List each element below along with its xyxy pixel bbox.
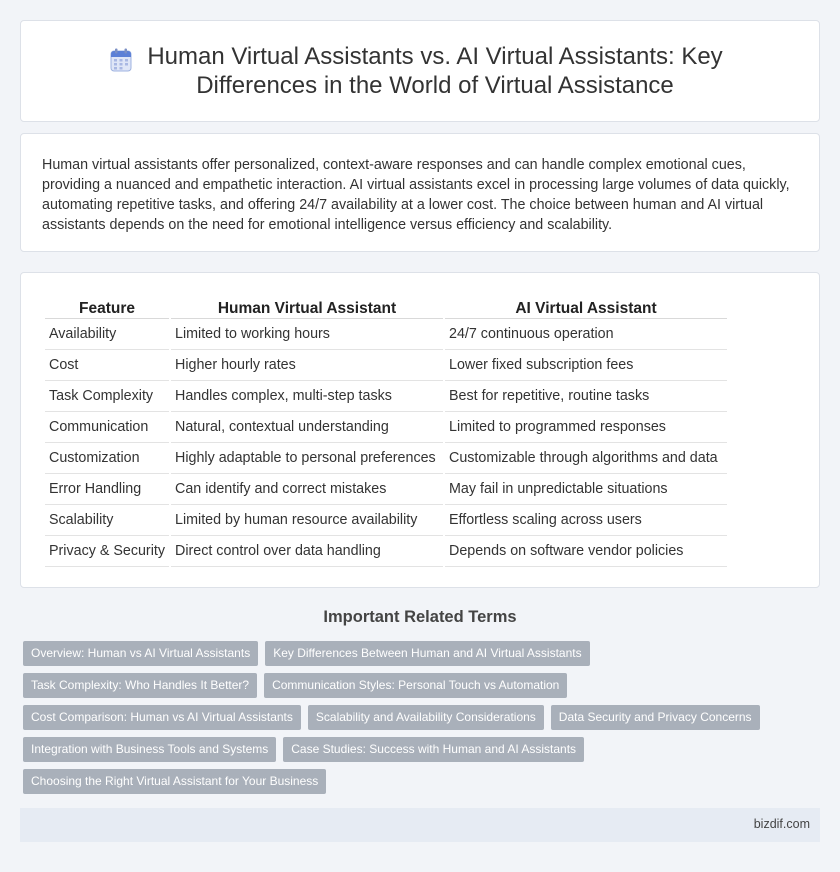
related-term-link[interactable]: Integration with Business Tools and Systems [23,737,276,762]
cell-feature: Task Complexity [45,381,169,412]
cell-human: Handles complex, multi-step tasks [171,381,443,412]
cell-human: Limited to working hours [171,319,443,350]
related-term-link[interactable]: Overview: Human vs AI Virtual Assistants [23,641,258,666]
cell-feature: Customization [45,443,169,474]
cell-human: Higher hourly rates [171,350,443,381]
footer-site-link[interactable]: bizdif.com [753,817,810,831]
column-header-ai: AI Virtual Assistant [445,296,727,319]
cell-ai: 24/7 continuous operation [445,319,727,350]
table-row [45,505,727,536]
cell-human: Can identify and correct mistakes [171,474,443,505]
tag-row [23,737,803,762]
cell-ai: May fail in unpredictable situations [445,474,727,505]
header-card [20,20,820,122]
cell-feature: Communication [45,412,169,443]
table-row [45,319,727,350]
cell-ai: Lower fixed subscription fees [445,350,727,381]
table-header-row [45,296,727,319]
cell-feature: Scalability [45,505,169,536]
related-term-link[interactable]: Choosing the Right Virtual Assistant for Your Business [23,769,326,794]
tag-row [23,673,803,698]
cell-human: Limited by human resource availability [171,505,443,536]
related-term-link[interactable]: Scalability and Availability Considerations [308,705,544,730]
related-term-link[interactable]: Cost Comparison: Human vs AI Virtual Assistants [23,705,301,730]
cell-feature: Error Handling [45,474,169,505]
summary-text: Human virtual assistants offer personalized, context-aware responses and can handle complex emotional cues, providing a nuanced and empathetic interaction. AI virtual assistants excel in processing large volumes of data quickly, automating repetitive tasks, and offering 24/7 availability at a lower cost. The choice between human and AI virtual assistants depends on the need for emotional intelligence versus efficiency and scalability. [42,157,790,233]
table-row [45,474,727,505]
cell-ai: Limited to programmed responses [445,412,727,443]
summary-card [20,133,820,252]
comparison-table [43,296,729,567]
cell-feature: Cost [45,350,169,381]
cell-feature: Privacy & Security [45,536,169,567]
related-term-link[interactable]: Communication Styles: Personal Touch vs Automation [264,673,567,698]
table-row [45,381,727,412]
cell-ai: Effortless scaling across users [445,505,727,536]
related-term-link[interactable]: Case Studies: Success with Human and AI Assistants [283,737,584,762]
related-term-link[interactable]: Data Security and Privacy Concerns [551,705,760,730]
tag-row [23,705,803,730]
table-row [45,350,727,381]
tag-row [23,769,803,794]
table-row [45,443,727,474]
footer [20,808,820,842]
cell-ai: Customizable through algorithms and data [445,443,727,474]
cell-ai: Depends on software vendor policies [445,536,727,567]
comparison-table-card [20,272,820,588]
cell-human: Natural, contextual understanding [171,412,443,443]
related-terms-list [23,641,803,801]
column-header-feature: Feature [45,296,169,319]
related-term-link[interactable]: Key Differences Between Human and AI Virtual Assistants [265,641,589,666]
table-row [45,412,727,443]
related-term-link[interactable]: Task Complexity: Who Handles It Better? [23,673,257,698]
column-header-human: Human Virtual Assistant [171,296,443,319]
related-terms-title: Important Related Terms [323,608,517,626]
cell-human: Highly adaptable to personal preferences [171,443,443,474]
tag-row [23,641,803,666]
cell-human: Direct control over data handling [171,536,443,567]
table-row [45,536,727,567]
cell-ai: Best for repetitive, routine tasks [445,381,727,412]
page-title: Human Virtual Assistants vs. AI Virtual Assistants: Key Differences in the World of Virtual Assistance [147,43,723,99]
cell-feature: Availability [45,319,169,350]
